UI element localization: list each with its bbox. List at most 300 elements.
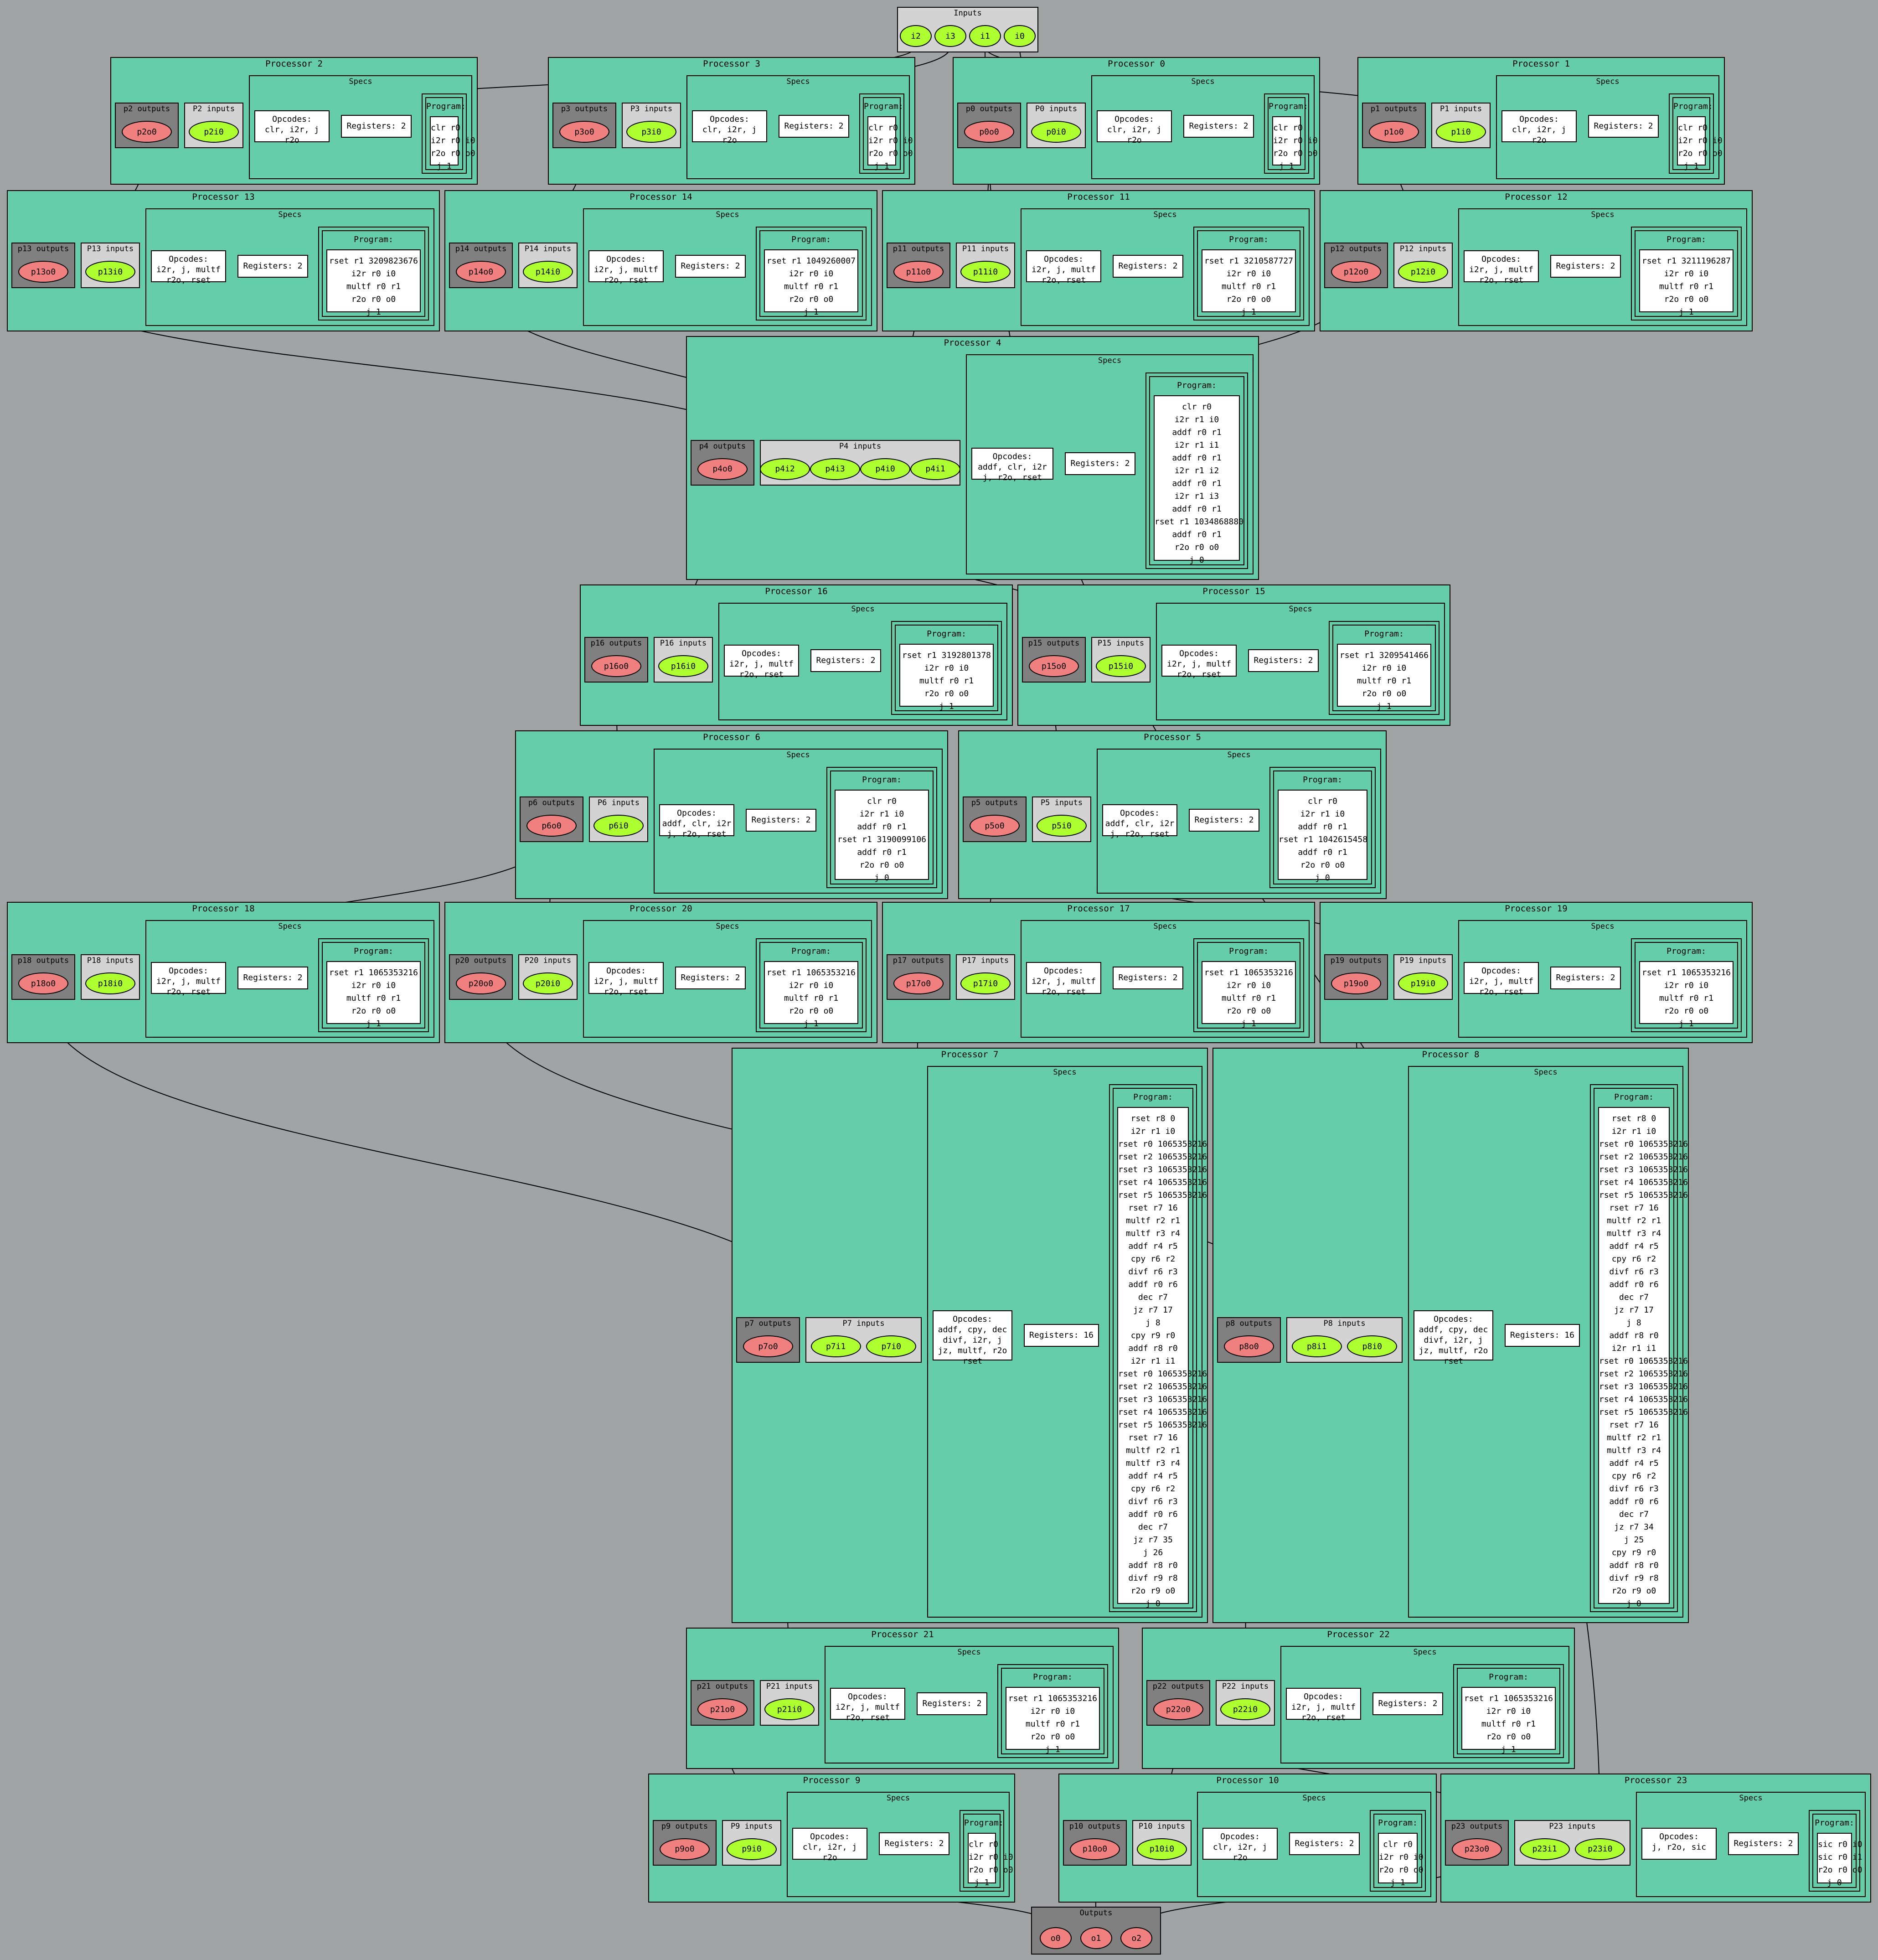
outputs-label: p18 outputs — [17, 956, 69, 965]
outputs-label: p13 outputs — [17, 244, 69, 253]
program-cluster — [891, 621, 1002, 715]
opcodes-box: Opcodes: addf, clr, i2r j, r2o, rset — [971, 448, 1053, 480]
registers-box: Registers: 2 — [237, 255, 308, 278]
specs-title: Specs — [786, 77, 810, 86]
port-p9o0[interactable]: p9o0 — [660, 1838, 710, 1860]
program-title: Program: — [1489, 1672, 1528, 1682]
program-title: Program: — [1269, 102, 1308, 111]
program-listing: clr r0 i2r r1 i0 addf r0 r1 rset r1 3190099106 addf r0 r1 r2o r0 o0 j 0 — [835, 790, 929, 880]
port-p16o0[interactable]: p16o0 — [591, 655, 641, 677]
specs-title: Specs — [1227, 750, 1251, 760]
opcodes-box: Opcodes: i2r, j, multf r2o, rset — [724, 645, 799, 677]
edge-p18o0-p7i1 — [43, 994, 836, 1335]
specs-title: Specs — [1591, 922, 1615, 931]
port-p18i0[interactable]: p18i0 — [85, 972, 135, 994]
opcodes-box: Opcodes: j, r2o, sic — [1641, 1828, 1717, 1860]
specs-title: Specs — [1053, 1068, 1077, 1077]
processor-title: Processor 16 — [765, 586, 828, 596]
inputs-label: P21 inputs — [766, 1682, 813, 1691]
processor-title: Processor 2 — [265, 59, 323, 69]
program-cluster — [318, 938, 429, 1032]
opcodes-box: Opcodes: i2r, j, multf r2o, rset — [151, 962, 226, 994]
program-listing: clr r0 i2r r0 r2o r0 j 1 — [1677, 116, 1706, 165]
port-p19i0[interactable]: p19i0 — [1398, 972, 1448, 994]
opcodes-box: Opcodes: addf, clr, i2r j, r2o, rset — [1102, 804, 1177, 836]
port-p1o0[interactable]: p1o0 — [1369, 121, 1419, 143]
registers-box: Registers: 2 — [1728, 1832, 1799, 1855]
program-title: Program: — [1666, 235, 1706, 244]
program-inner — [1635, 942, 1738, 1029]
inputs-label: P22 inputs — [1222, 1682, 1269, 1691]
processor-title: Processor 1 — [1512, 59, 1570, 69]
port-p14i0[interactable]: p14i0 — [523, 261, 573, 283]
opcodes-box: Opcodes: i2r, j, multf r2o, rset — [1286, 1688, 1361, 1720]
port-p3o0[interactable]: p3o0 — [559, 121, 609, 143]
opcodes-box: Opcodes: i2r, j, multf r2o, rset — [588, 250, 664, 282]
port-p15o0[interactable]: p15o0 — [1029, 655, 1079, 677]
opcodes-box: Opcodes: i2r, j, multf r2o, rset — [588, 962, 664, 994]
program-title: Program: — [964, 1818, 1004, 1828]
inputs-label: P9 inputs — [730, 1821, 773, 1831]
port-p3i0[interactable]: p3i0 — [626, 121, 676, 143]
port-p1i0[interactable]: p1i0 — [1436, 121, 1486, 143]
port-p14o0[interactable]: p14o0 — [456, 261, 506, 283]
processor-title: Processor 7 — [941, 1050, 999, 1060]
opcodes-box: Opcodes: i2r, j, multf r2o, rset — [1026, 250, 1101, 282]
processor-title: Processor 18 — [192, 904, 255, 914]
program-listing: rset r1 1065353216 i2r r0 i0 multf r0 r1 r2o r0 o0 j 1 — [1461, 1687, 1556, 1750]
registers-box: Registers: 2 — [341, 115, 412, 138]
program-cluster — [422, 93, 467, 174]
program-inner — [1812, 1814, 1863, 1888]
processor-title: Processor 20 — [629, 904, 692, 914]
program-inner — [1672, 97, 1713, 171]
program-listing: rset r1 3209823676 i2r r0 i0 multf r0 r1 r2o r0 o0 j 1 — [326, 249, 421, 312]
program-title: Program: — [864, 102, 903, 111]
outputs-label: p17 outputs — [893, 956, 944, 965]
program-cluster — [1669, 93, 1714, 174]
outputs-label: p6 outputs — [528, 798, 575, 807]
port-p12i0[interactable]: p12i0 — [1398, 261, 1448, 283]
program-listing: rset r1 3192801378 i2r r0 i0 multf r0 r1 r2o r0 o0 j 1 — [899, 644, 994, 707]
inputs-label: P11 inputs — [962, 244, 1009, 253]
inputs-label: P23 inputs — [1549, 1821, 1596, 1831]
outputs-title: Outputs — [1079, 1908, 1113, 1918]
inputs-label: P2 inputs — [192, 104, 235, 114]
registers-box: Registers: 2 — [1113, 255, 1183, 278]
program-inner — [759, 230, 863, 317]
port-p22i0[interactable]: p22i0 — [1220, 1698, 1270, 1720]
processor-title: Processor 4 — [944, 338, 1001, 348]
program-cluster — [1145, 372, 1248, 569]
program-listing: clr r0 i2r r1 i0 addf r0 r1 rset r1 1042615458 addf r0 r1 r2o r0 o0 j 0 — [1278, 790, 1367, 880]
port-p5o0[interactable]: p5o0 — [970, 815, 1020, 837]
port-p23i1[interactable]: p23i1 — [1520, 1838, 1570, 1860]
port-p6i0[interactable]: p6i0 — [593, 815, 644, 837]
outputs-label: p4 outputs — [699, 441, 746, 451]
program-inner — [322, 230, 425, 317]
outputs-label: p22 outputs — [1152, 1682, 1204, 1691]
program-title: Program: — [1303, 775, 1342, 785]
inputs-title: Inputs — [954, 9, 982, 18]
port-o0[interactable]: o0 — [1040, 1927, 1072, 1949]
port-p7i1[interactable]: p7i1 — [811, 1335, 861, 1357]
specs-title: Specs — [957, 1648, 981, 1657]
specs-title: Specs — [1596, 77, 1620, 86]
port-p7i0[interactable]: p7i0 — [866, 1335, 916, 1357]
port-p17o0[interactable]: p17o0 — [893, 972, 944, 994]
specs-title: Specs — [851, 605, 875, 614]
program-title: Program: — [1364, 629, 1404, 639]
port-p6o0[interactable]: p6o0 — [526, 815, 577, 837]
port-p4i3[interactable]: p4i3 — [810, 458, 860, 480]
inputs-label: P6 inputs — [597, 798, 640, 807]
port-p8o0[interactable]: p8o0 — [1224, 1335, 1274, 1357]
program-listing: clr r0 i2r r1 i0 addf r0 r1 i2r r1 i1 addf r0 r1 i2r r1 i2 addf r0 r1 i2r r1 i3 addf r0 r1 rset r1 1034868880 addf r0 r1 r2o r0 o0 j 0 — [1154, 395, 1240, 561]
inputs-label: P4 inputs — [839, 441, 882, 451]
specs-title: Specs — [886, 1794, 910, 1803]
inputs-label: P13 inputs — [87, 244, 134, 253]
specs-title: Specs — [716, 210, 739, 219]
program-listing: clr r0 i2r r0 r2o r0 j 1 — [968, 1833, 996, 1883]
inputs-label: P7 inputs — [842, 1319, 885, 1328]
outputs-label: p1 outputs — [1370, 104, 1418, 114]
program-cluster — [1370, 1810, 1426, 1892]
port-p5i0[interactable]: p5i0 — [1037, 815, 1087, 837]
registers-box: Registers: 16 — [1505, 1324, 1580, 1347]
program-cluster — [1264, 93, 1309, 174]
opcodes-box: Opcodes: i2r, j, multf r2o, rset — [1026, 962, 1101, 994]
processor-title: Processor 5 — [1144, 732, 1201, 742]
registers-box: Registers: 2 — [237, 967, 308, 989]
program-listing: rset r1 1065353216 i2r r0 i0 multf r0 r1 r2o r0 o0 j 1 — [326, 961, 421, 1024]
specs-title: Specs — [786, 750, 810, 760]
program-cluster — [1809, 1810, 1863, 1892]
port-p0o0[interactable]: p0o0 — [964, 121, 1014, 143]
specs-title: Specs — [1302, 1794, 1326, 1803]
registers-box: Registers: 2 — [1550, 255, 1621, 278]
outputs-label: p8 outputs — [1225, 1319, 1273, 1328]
port-p4i2[interactable]: p4i2 — [760, 458, 810, 480]
specs-title: Specs — [1098, 356, 1122, 365]
port-p16i0[interactable]: p16i0 — [658, 655, 708, 677]
port-p21i0[interactable]: p21i0 — [764, 1698, 815, 1720]
program-cluster — [1631, 227, 1742, 321]
program-cluster — [756, 227, 867, 321]
program-listing: rset r1 3210587727 i2r r0 i0 multf r0 r1 r2o r0 o0 j 1 — [1202, 249, 1296, 312]
program-title: Program: — [1229, 235, 1269, 244]
outputs-label: p14 outputs — [455, 244, 507, 253]
inputs-label: P5 inputs — [1040, 798, 1083, 807]
registers-box: Registers: 2 — [1189, 809, 1259, 832]
specs-title: Specs — [278, 210, 302, 219]
port-p20o0[interactable]: p20o0 — [456, 972, 506, 994]
registers-box: Registers: 2 — [675, 255, 746, 278]
inputs-label: P19 inputs — [1399, 956, 1447, 965]
registers-box: Registers: 2 — [917, 1692, 987, 1715]
outputs-label: p3 outputs — [561, 104, 608, 114]
inputs-label: P20 inputs — [524, 956, 572, 965]
registers-box: Registers: 2 — [779, 115, 849, 138]
opcodes-box: Opcodes: i2r, j, multf r2o, rset — [830, 1688, 905, 1720]
opcodes-box: Opcodes: clr, i2r, j r2o — [1097, 110, 1172, 142]
port-p20i0[interactable]: p20i0 — [523, 972, 573, 994]
program-inner — [1594, 1088, 1688, 1608]
program-listing: rset r1 1065353216 i2r r0 i0 multf r0 r1 r2o r0 o0 j 1 — [1202, 961, 1296, 1024]
inputs-label: P3 inputs — [630, 104, 673, 114]
outputs-label: p15 outputs — [1028, 639, 1080, 648]
program-cluster — [1590, 1084, 1688, 1612]
program-title: Program: — [1815, 1818, 1854, 1828]
processor-title: Processor 0 — [1108, 59, 1165, 69]
program-cluster — [1269, 767, 1376, 888]
opcodes-box: Opcodes: clr, i2r, j r2o — [1202, 1828, 1278, 1860]
program-cluster — [1193, 227, 1304, 321]
specs-title: Specs — [1191, 77, 1215, 86]
program-cluster — [1193, 938, 1304, 1032]
program-listing: rset r1 3211196287 i2r r0 i0 multf r0 r1 r2o r0 o0 j 1 — [1639, 249, 1734, 312]
registers-box: Registers: 2 — [1588, 115, 1659, 138]
outputs-label: p0 outputs — [965, 104, 1013, 114]
processor-title: Processor 13 — [192, 192, 255, 202]
registers-box: Registers: 2 — [1113, 967, 1183, 989]
port-p23o0[interactable]: p23o0 — [1452, 1838, 1502, 1860]
opcodes-box: Opcodes: addf, cpy, dec divf, i2r, j jz, multf, r2o rset — [933, 1310, 1012, 1360]
program-inner — [1113, 1088, 1207, 1608]
program-listing: clr r0 i2r r0 r2o r0 j 1 — [430, 116, 459, 165]
opcodes-box: Opcodes: addf, cpy, dec divf, i2r, j jz, multf, r2o rset — [1414, 1310, 1493, 1360]
port-p13i0[interactable]: p13i0 — [85, 261, 135, 283]
port-p21o0[interactable]: p21o0 — [697, 1698, 748, 1720]
program-cluster — [826, 767, 937, 888]
program-inner — [1268, 97, 1308, 171]
specs-title: Specs — [1153, 210, 1177, 219]
program-inner — [425, 97, 466, 171]
registers-box: Registers: 2 — [746, 809, 816, 832]
processor-title: Processor 22 — [1327, 1629, 1390, 1639]
port-i1[interactable]: i1 — [969, 25, 1001, 47]
port-p10o0[interactable]: p10o0 — [1070, 1838, 1120, 1860]
inputs-label: P17 inputs — [962, 956, 1009, 965]
specs-title: Specs — [349, 77, 372, 86]
program-inner — [1197, 942, 1300, 1029]
program-listing: sic r0 i0 sic r0 i1 r2o r0 o0 j 0 — [1817, 1833, 1852, 1883]
program-title: Program: — [862, 775, 902, 785]
program-cluster — [756, 938, 867, 1032]
program-inner — [1373, 1814, 1422, 1888]
processor-title: Processor 10 — [1216, 1775, 1279, 1785]
program-listing: clr r0 i2r r0 r2o r0 j 1 — [867, 116, 896, 165]
program-inner — [1457, 1668, 1560, 1754]
port-p15i0[interactable]: p15i0 — [1096, 655, 1146, 677]
inputs-label: P8 inputs — [1323, 1319, 1366, 1328]
outputs-label: p23 outputs — [1451, 1821, 1503, 1831]
opcodes-box: Opcodes: clr, i2r, j r2o — [1501, 110, 1577, 142]
port-i2[interactable]: i2 — [900, 25, 932, 47]
opcodes-box: Opcodes: clr, i2r, j r2o — [692, 110, 767, 142]
processor-title: Processor 12 — [1505, 192, 1568, 202]
inputs-label: P0 inputs — [1035, 104, 1078, 114]
program-inner — [1635, 230, 1738, 317]
program-listing: rset r1 1065353216 i2r r0 i0 multf r0 r1 r2o r0 o0 j 1 — [1639, 961, 1734, 1024]
program-inner — [1149, 376, 1244, 565]
inputs-label: P10 inputs — [1138, 1821, 1186, 1831]
processor-title: Processor 8 — [1422, 1050, 1480, 1060]
processor-title: Processor 17 — [1067, 904, 1130, 914]
specs-title: Specs — [1413, 1648, 1437, 1657]
port-p13o0[interactable]: p13o0 — [18, 261, 68, 283]
program-title: Program: — [791, 946, 831, 956]
port-p11i0[interactable]: p11i0 — [960, 261, 1011, 283]
program-title: Program: — [1033, 1672, 1073, 1682]
outputs-label: p20 outputs — [455, 956, 507, 965]
registers-box: Registers: 2 — [810, 649, 881, 672]
specs-title: Specs — [716, 922, 739, 931]
program-cluster — [960, 1810, 1004, 1892]
outputs-label: p10 outputs — [1069, 1821, 1121, 1831]
program-title: Program: — [426, 102, 466, 111]
processor-title: Processor 15 — [1202, 586, 1265, 596]
program-cluster — [1631, 938, 1742, 1032]
program-title: Program: — [1666, 946, 1706, 956]
specs-title: Specs — [1739, 1794, 1763, 1803]
program-title: Program: — [1133, 1092, 1173, 1102]
program-inner — [863, 97, 901, 170]
program-listing: rset r1 1065353216 i2r r0 i0 multf r0 r1 r2o r0 o0 j 1 — [1006, 1687, 1100, 1750]
port-p8i0[interactable]: p8i0 — [1347, 1335, 1397, 1357]
program-title: Program: — [927, 629, 966, 639]
registers-box: Registers: 2 — [1248, 649, 1319, 672]
program-title: Program: — [354, 946, 393, 956]
program-inner — [1197, 230, 1300, 317]
port-p2i0[interactable]: p2i0 — [189, 121, 239, 143]
outputs-label: p21 outputs — [697, 1682, 748, 1691]
port-p11o0[interactable]: p11o0 — [893, 261, 944, 283]
program-cluster — [1109, 1084, 1207, 1612]
registers-box: Registers: 2 — [1183, 115, 1254, 138]
port-i0[interactable]: i0 — [1004, 25, 1036, 47]
program-cluster — [1453, 1664, 1564, 1758]
port-p0i0[interactable]: p0i0 — [1031, 121, 1081, 143]
program-title: Program: — [1229, 946, 1269, 956]
specs-title: Specs — [1153, 922, 1177, 931]
inputs-label: P1 inputs — [1439, 104, 1482, 114]
processor-title: Processor 9 — [803, 1775, 861, 1785]
program-title: Program: — [1614, 1092, 1654, 1102]
port-p19o0[interactable]: p19o0 — [1331, 972, 1381, 994]
outputs-label: p7 outputs — [744, 1319, 792, 1328]
program-inner — [895, 625, 998, 711]
processor-title: Processor 19 — [1505, 904, 1568, 914]
registers-box: Registers: 2 — [1372, 1692, 1443, 1715]
port-p22o0[interactable]: p22o0 — [1153, 1698, 1203, 1720]
opcodes-box: Opcodes: i2r, j, multf r2o, rset — [1464, 962, 1539, 994]
port-i3[interactable]: i3 — [934, 25, 966, 47]
opcodes-box: Opcodes: clr, i2r, j r2o — [792, 1828, 867, 1860]
program-inner — [1273, 771, 1372, 884]
program-title: Program: — [1673, 102, 1713, 111]
port-p8i1[interactable]: p8i1 — [1292, 1335, 1342, 1357]
program-title: Program: — [354, 235, 393, 244]
program-inner — [830, 771, 934, 884]
opcodes-box: Opcodes: i2r, j, multf r2o, rset — [151, 250, 226, 282]
program-inner — [963, 1814, 1004, 1888]
program-listing: rset r1 1049260007 i2r r0 i0 multf r0 r1 r2o r0 o0 j 1 — [764, 249, 858, 312]
processor-title: Processor 6 — [703, 732, 760, 742]
program-cluster — [859, 93, 904, 174]
processor-title: Processor 23 — [1624, 1775, 1687, 1785]
outputs-label: p11 outputs — [893, 244, 944, 253]
port-p4i1[interactable]: p4i1 — [910, 458, 960, 480]
program-listing: rset r1 1065353216 i2r r0 i0 multf r0 r1 r2o r0 o0 j 1 — [764, 961, 858, 1024]
inputs-label: P18 inputs — [87, 956, 134, 965]
inputs-label: P16 inputs — [660, 639, 707, 648]
port-p10i0[interactable]: p10i0 — [1137, 1838, 1187, 1860]
program-inner — [1332, 625, 1436, 711]
port-p9i0[interactable]: p9i0 — [727, 1838, 777, 1860]
inputs-label: P12 inputs — [1399, 244, 1447, 253]
processor-title: Processor 3 — [703, 59, 760, 69]
port-p4i0[interactable]: p4i0 — [860, 458, 910, 480]
inputs-label: P15 inputs — [1097, 639, 1145, 648]
port-p4o0[interactable]: p4o0 — [697, 458, 748, 480]
program-listing: clr r0 i2r r0 r2o r0 j 1 — [1272, 116, 1301, 165]
registers-box: Registers: 2 — [675, 967, 746, 989]
program-listing: rset r1 3209541466 i2r r0 i0 multf r0 r1 r2o r0 o0 j 1 — [1337, 644, 1431, 707]
registers-box: Registers: 16 — [1024, 1324, 1099, 1347]
program-inner — [759, 942, 863, 1029]
opcodes-box: Opcodes: i2r, j, multf r2o, rset — [1161, 645, 1237, 677]
port-o2[interactable]: o2 — [1120, 1927, 1152, 1949]
registers-box: Registers: 2 — [879, 1832, 949, 1855]
program-title: Program: — [1378, 1818, 1418, 1828]
program-cluster — [997, 1664, 1108, 1758]
registers-box: Registers: 2 — [1289, 1832, 1360, 1855]
program-inner — [1001, 1668, 1104, 1754]
port-p18o0[interactable]: p18o0 — [18, 972, 68, 994]
specs-title: Specs — [1534, 1068, 1558, 1077]
port-p23i0[interactable]: p23i0 — [1575, 1838, 1625, 1860]
port-p7o0[interactable]: p7o0 — [743, 1335, 793, 1357]
port-p12o0[interactable]: p12o0 — [1331, 261, 1381, 283]
specs-title: Specs — [1289, 605, 1312, 614]
outputs-label: p5 outputs — [971, 798, 1018, 807]
processor-title: Processor 11 — [1067, 192, 1130, 202]
port-p2o0[interactable]: p2o0 — [122, 121, 172, 143]
program-listing: rset r8 0 i2r r1 i0 rset r0 1065353216 rset r2 1065353216 rset r3 1065353216 rset r4 1065353216 rset r5 1065353216 rset r7 16 multf r2 r1 multf r3 r4 addf r4 r5 cpy r6 r2 divf r6 r3 addf r0 r6 dec r7 jz r7 17 j 8 cpy r9 r0 addf r8 r0 i2r r1 i1 rset r0 1065353216 rset r2 1065353216 rset r3 1065353216 rset r4 1065353216 rset r5 1065353216 rset r7 16 multf r2 r1 multf r3 r4 addf r4 r5 cpy r6 r2 divf r6 r3 addf r0 r6 dec r7 jz r7 35 j 26 addf r8 r0 divf r9 r8 r2o r9 o0 j 0 — [1117, 1107, 1189, 1604]
outputs-label: p2 outputs — [123, 104, 170, 114]
program-title: Program: — [1177, 381, 1217, 390]
processor-title: Processor 21 — [871, 1629, 934, 1639]
outputs-label: p12 outputs — [1330, 244, 1382, 253]
opcodes-box: Opcodes: clr, i2r, j r2o — [254, 110, 330, 142]
outputs-label: p16 outputs — [590, 639, 642, 648]
specs-title: Specs — [278, 922, 302, 931]
port-p17i0[interactable]: p17i0 — [960, 972, 1011, 994]
port-o1[interactable]: o1 — [1080, 1927, 1112, 1949]
outputs-label: p19 outputs — [1330, 956, 1382, 965]
registers-box: Registers: 2 — [1065, 452, 1135, 475]
specs-title: Specs — [1591, 210, 1615, 219]
program-inner — [322, 942, 425, 1029]
processor-title: Processor 14 — [629, 192, 692, 202]
program-listing: clr r0 i2r r0 i0 r2o r0 o0 j 1 — [1378, 1833, 1418, 1883]
opcodes-box: Opcodes: i2r, j, multf r2o, rset — [1464, 250, 1539, 282]
outputs-label: p9 outputs — [661, 1821, 708, 1831]
registers-box: Registers: 2 — [1550, 967, 1621, 989]
opcodes-box: Opcodes: addf, clr, i2r j, r2o, rset — [659, 804, 734, 836]
inputs-label: P14 inputs — [524, 244, 572, 253]
